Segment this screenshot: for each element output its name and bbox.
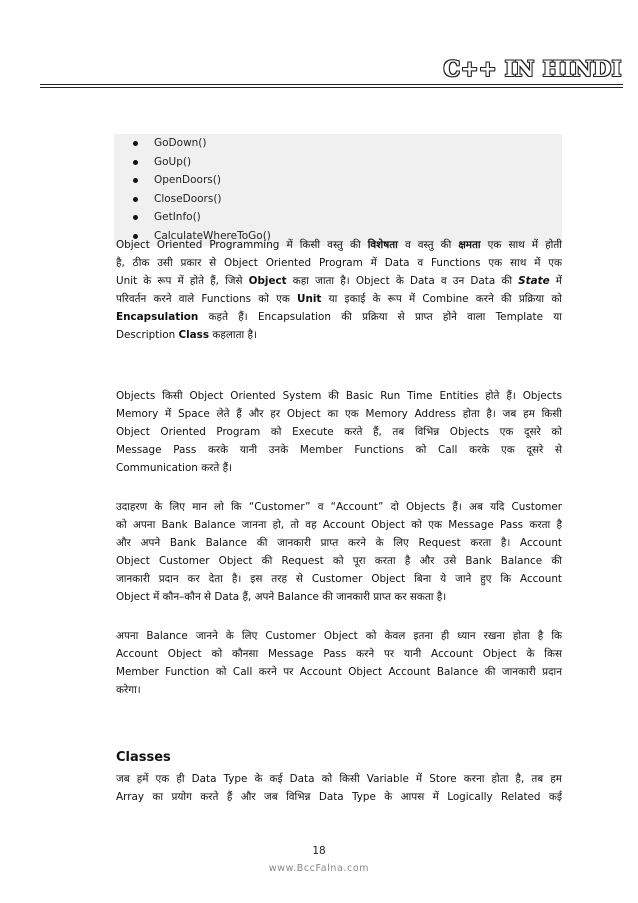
paragraph-line: Object Oriented Program को Execute करते हैं, तब विभिन्न Objects एक दूसरे को <box>116 426 562 438</box>
paragraph-line: Message Pass करके यानी उनके Member Functions को Call करके एक दूसरे से <box>116 444 562 456</box>
header-rule <box>40 87 623 88</box>
list-item-label: CalculateWhereToGo() <box>154 229 271 242</box>
paragraph-line: Object Customer Object की Request को पूरा करता है और उसे Bank Balance की <box>116 555 562 567</box>
list-item-label: GetInfo() <box>154 211 201 224</box>
paragraph-line: जब हमें एक ही Data Type के कई Data को किसी Variable में Store करना होता है, तब हम <box>116 773 562 785</box>
paragraph-line: Unit के रूप में होते हैं, जिसे Object कहा जाता है। Object के Data व उन Data की State में <box>116 275 562 287</box>
paragraph-line: Account Object को कौनसा Message Pass करने पर यानी Account Object के किस <box>116 648 562 660</box>
paragraph-classes <box>116 770 562 806</box>
paragraph-line: Object Oriented Programming में किसी वस्तु की विशेषता व वस्तु की क्षमता एक साथ में होती <box>116 239 562 251</box>
header-rule <box>40 84 623 85</box>
bullet-icon <box>133 160 138 165</box>
paragraph-line: परिवर्तन करने वाले Functions को एक Unit या इकाई के रूप में Combine करने की प्रक्रिया को <box>116 293 562 305</box>
paragraph-encapsulation <box>116 236 562 344</box>
list-item <box>114 134 562 153</box>
list-item-label: OpenDoors() <box>154 174 221 187</box>
paragraph-line: Member Function को Call करने पर Account Object Account Balance की जानकारी प्रदान <box>116 666 562 678</box>
paragraph-line: अपना Balance जानने के लिए Customer Object को केवल इतना ही ध्यान रखना होता है कि <box>116 630 562 642</box>
paragraph-objects <box>116 387 562 477</box>
page-number: 18 <box>312 845 326 857</box>
paragraph-line: Object में कौन–कौन से Data हैं, अपने Balance की जानकारी प्राप्त कर सकता है। <box>116 591 447 603</box>
list-item <box>114 190 562 209</box>
paragraph-line: Description Class कहलाता है। <box>116 329 257 341</box>
paragraph-example <box>116 498 562 606</box>
paragraph-line: उदाहरण के लिए मान लो कि “Customer” व “Account” दो Objects हैं। अब यदि Customer <box>116 501 562 513</box>
list-item-label: CloseDoors() <box>154 192 222 205</box>
bullet-icon <box>133 141 138 146</box>
paragraph-line: को अपना Bank Balance जानना हो, तो वह Account Object को एक Message Pass करता है <box>116 519 562 531</box>
bullet-icon <box>133 215 138 220</box>
paragraph-line: Communication करते हैं। <box>116 462 233 474</box>
paragraph-line: Array का प्रयोग करते हैं और जब विभिन्न Data Type के आपस में Logically Related कई <box>116 791 562 803</box>
list-item <box>114 208 562 227</box>
header-title: C++ IN HINDI <box>443 56 622 81</box>
paragraph-balance <box>116 627 562 699</box>
paragraph-line: करेगा। <box>116 684 141 696</box>
list-item-label: GoDown() <box>154 137 207 149</box>
paragraph-line: Encapsulation कहते हैं। Encapsulation की प्रक्रिया से प्राप्त होने वाला Template या <box>116 311 562 323</box>
bullet-icon <box>133 178 138 183</box>
list-item <box>114 153 562 172</box>
paragraph-line: Memory में Space लेते हैं और हर Object का एक Memory Address होता है। जब हम किसी <box>116 408 562 420</box>
footer-url: www.BccFalna.com <box>268 863 370 874</box>
paragraph-line: और अपने Bank Balance की जानकारी प्राप्त करने के लिए Request करता है। Account <box>116 537 562 549</box>
paragraph-line: जानकारी प्रदान कर देता है। इस तरह से Customer Object बिना ये जाने हुए कि Account <box>116 573 562 585</box>
list-item-label: GoUp() <box>154 155 192 168</box>
method-list <box>114 134 562 246</box>
paragraph-line: है, ठीक उसी प्रकार से Object Oriented Program में Data व Functions एक साथ में एक <box>116 257 562 269</box>
method-list-box <box>114 134 562 246</box>
paragraph-line: Objects किसी Object Oriented System की Basic Run Time Entities होते हैं। Objects <box>116 390 562 402</box>
bullet-icon <box>133 197 138 202</box>
section-heading: Classes <box>116 750 171 765</box>
list-item <box>114 171 562 190</box>
